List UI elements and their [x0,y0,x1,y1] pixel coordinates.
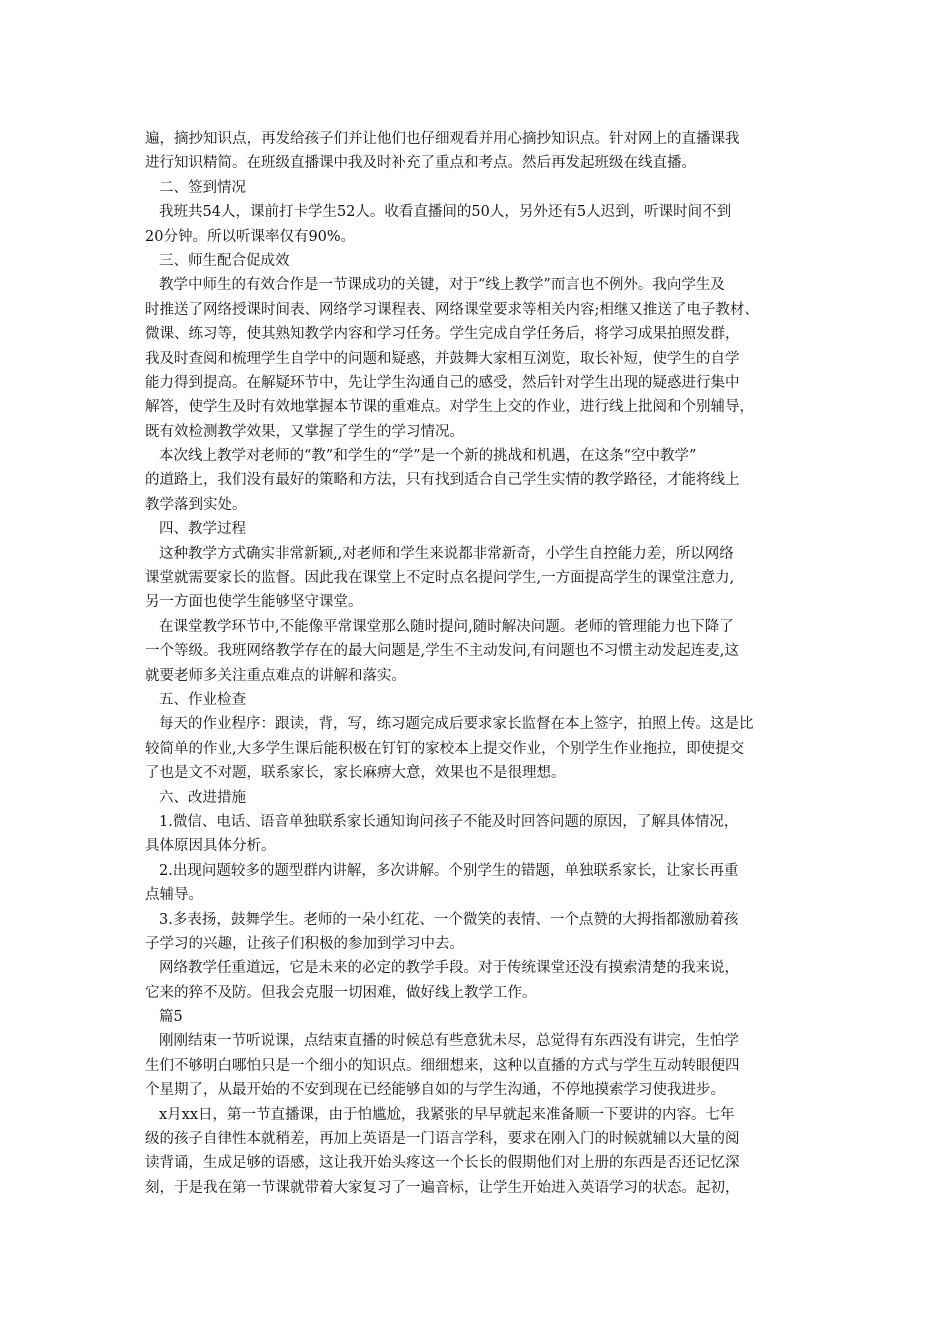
text-line: 二、签到情况 [159,179,246,196]
text-line: 就要老师多关注重点难点的讲解和落实。 [145,667,406,684]
text-line: 另一方面也使学生能够坚守课堂。 [145,594,363,611]
text-line: 能力得到提高。在解疑环节中，先让学生沟通自己的感受，然后针对学生出现的疑惑进行集中 [145,374,740,391]
text-line: 具体原因具体分析。 [145,838,276,855]
text-line: 微课、练习等，使其熟知教学内容和学习任务。学生完成自学任务后，将学习成果拍照发群， [145,326,740,343]
text-line: 一个等级。我班网络教学存在的最大问题是,学生不主动发问,有问题也不习惯主动发起连麦,这 [145,643,739,660]
text-line: 教学中师生的有效合作是一节课成功的关键，对于“线上教学”而言也不例外。我向学生及 [159,277,725,294]
text-line: 进行知识精简。在班级直播课中我及时补充了重点和考点。然后再发起班级在线直播。 [145,155,696,172]
text-line: 这种教学方式确实非常新颖,,对老师和学生来说都非常新奇，小学生自控能力差，所以网络 [159,545,734,562]
text-line: 教学落到实处。 [145,496,247,513]
text-line: 个星期了，从最开始的不安到现在已经能够自如的与学生沟通，不停地摸索学习使我进步。 [145,1082,725,1099]
text-line: 遍，摘抄知识点，再发给孩子们并让他们也仔细观看并用心摘抄知识点。针对网上的直播课我 [145,131,740,147]
text-line: x月xx日，第一节直播课，由于怕尴尬，我紧张的早早就起来准备顺一下要讲的内容。七年 [159,1106,735,1123]
text-line: 本次线上教学对老师的“教”和学生的“学”是一个新的挑战和机遇，在这条“空中教学” [159,448,697,465]
text-line: 刻，于是我在第一节课就带着大家复习了一遍音标，让学生开始进入英语学习的状态。起初， [145,1179,740,1196]
text-line: 点辅导。 [145,887,203,904]
text-line: 四、教学过程 [159,521,246,538]
text-line: 它来的猝不及防。但我会克服一切困难，做好线上教学工作。 [145,984,537,1001]
text-line: 课堂就需要家长的监督。因此我在课堂上不定时点名提问学生,一方面提高学生的课堂注意力, [145,570,735,587]
text-line: 我及时查阅和梳理学生自学中的问题和疑惑，并鼓舞大家相互浏览，取长补短，使学生的自学 [145,350,740,367]
text-line: 六、改进措施 [159,789,246,806]
text-line: 读背诵，生成足够的语感，这让我开始头疼这一个长长的假期他们对上册的东西是否还记忆深 [145,1155,740,1172]
text-line: 每天的作业程序：跟读，背，写，练习题完成后要求家长监督在本上签字，拍照上传。这是比 [159,716,754,733]
document-page [145,127,815,1200]
text-line: 子学习的兴趣，让孩子们积极的参加到学习中去。 [145,935,464,952]
text-line: 1.微信、电话、语音单独联系家长通知询问孩子不能及时回答问题的原因，了解具体情况， [159,813,739,830]
text-line: 我班共54人，课前打卡学生52人。收看直播间的50人，另外还有5人迟到，听课时间不到 [159,204,732,221]
text-line: 时推送了网络授课时间表、网络学习课程表、网络课堂要求等相关内容;相继又推送了电子教材、 [145,301,759,318]
text-line: 较简单的作业,大多学生课后能积极在钉钉的家校本上提交作业，个别学生作业拖拉，即使提交 [145,740,745,757]
text-line: 篇5 [159,1009,183,1026]
text-line: 刚刚结束一节听说课，点结束直播的时候总有些意犹未尽，总觉得有东西没有讲完，生怕学 [159,1033,739,1050]
text-line: 在课堂教学环节中,不能像平常课堂那么随时提问,随时解决问题。老师的管理能力也下降了 [159,618,734,635]
text-line: 3.多表扬，鼓舞学生。老师的一朵小红花、一个微笑的表情、一个点赞的大拇指都激励着孩 [159,911,739,928]
text-line: 解答，使学生及时有效地掌握本节课的重难点。对学生上交的作业，进行线上批阅和个别辅导， [145,399,754,416]
text-line: 了也是文不对题，联系家长，家长麻痹大意，效果也不是很理想。 [145,765,566,782]
text-line: 五、作业检查 [159,691,246,708]
text-line: 网络教学任重道远，它是未来的必定的教学手段。对于传统课堂还没有摸索清楚的我来说， [159,960,739,977]
text-line: 的道路上，我们没有最好的策略和方法，只有找到适合自己学生实情的教学路径，才能将线上 [145,472,740,489]
text-line: 三、师生配合促成效 [159,252,290,269]
text-line: 既有效检测教学效果，又掌握了学生的学习情况。 [145,423,464,440]
text-line: 20分钟。所以听课率仅有90%。 [145,228,356,245]
text-line: 2.出现问题较多的题型群内讲解，多次讲解。个别学生的错题，单独联系家长，让家长再重 [159,862,739,879]
text-line: 生们不够明白哪怕只是一个细小的知识点。细细想来，这种以直播的方式与学生互动转眼便四 [145,1057,740,1074]
text-line: 级的孩子自律性本就稍差，再加上英语是一门语言学科，要求在刚入门的时候就辅以大量的阅 [145,1131,740,1148]
